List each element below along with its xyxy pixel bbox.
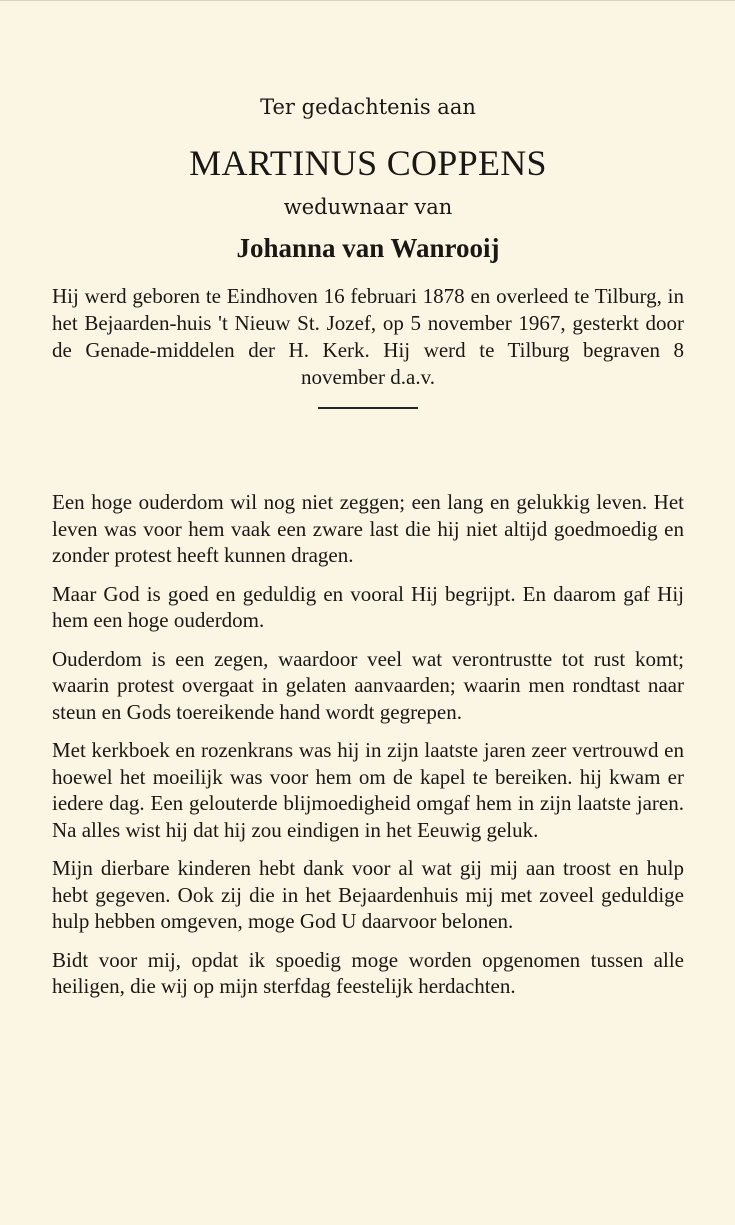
reflection-paragraph-1: Een hoge ouderdom wil nog niet zeggen; een lang en gelukkig leven. Het leven was voor hem vaak een zware last die hij niet altijd goedmoedig en zonder protest heeft kunnen dragen. xyxy=(52,490,684,567)
reflection-paragraph-4: Met kerkboek en rozenkrans was hij in zijn laatste jaren zeer vertrouwd en hoewel het moeilijk was voor hem om de kapel te bereiken. hij kwam er iedere dag. Een gelouterde blijmoedigheid omgaf hem in zijn laatste jaren. Na alles wist hij dat hij zou eindigen in het Eeuwig geluk. xyxy=(52,738,684,842)
card-content xyxy=(52,93,684,1012)
biography-paragraph: Hij werd geboren te Eindhoven 16 februari 1878 en overleed te Tilburg, in het Bejaarden-huis 't Nieuw St. Jozef, op 5 november 1967, gesterkt door de Genade-middelen der H. Kerk. Hij werd te Tilburg begraven 8 november d.a.v. xyxy=(52,284,684,389)
spouse-name: Johanna van Wanrooij xyxy=(236,233,500,263)
reflection-paragraph-6: Bidt voor mij, opdat ik spoedig moge worden opgenomen tussen alle heiligen, die wij op mijn sterfdag feestelijk herdachten. xyxy=(52,947,684,998)
deceased-name: MARTINUS COPPENS xyxy=(189,143,547,183)
reflection-text xyxy=(52,489,684,1000)
reflection-paragraph-2: Maar God is goed en geduldig en vooral Hij begrijpt. En daarom gaf Hij hem een hoge ouderdom. xyxy=(52,581,684,632)
reflection-paragraph-3: Ouderdom is een zegen, waardoor veel wat verontrustte tot rust komt; waarin protest overgaat in gelaten aanvaarden; waarin men rondtast naar steun en Gods toereikende hand wordt gegrepen. xyxy=(52,646,684,724)
memorial-intro: Ter gedachtenis aan xyxy=(260,95,476,119)
reflection-paragraph-5: Mijn dierbare kinderen hebt dank voor al wat gij mij aan troost en hulp hebt gegeven. Ook zij die in het Bejaardenhuis mij met zoveel geduldige hulp hebben omgeven, moge God U daarvoor belonen. xyxy=(52,856,684,933)
relation-text: weduwnaar van xyxy=(283,195,453,219)
section-divider xyxy=(318,407,418,409)
